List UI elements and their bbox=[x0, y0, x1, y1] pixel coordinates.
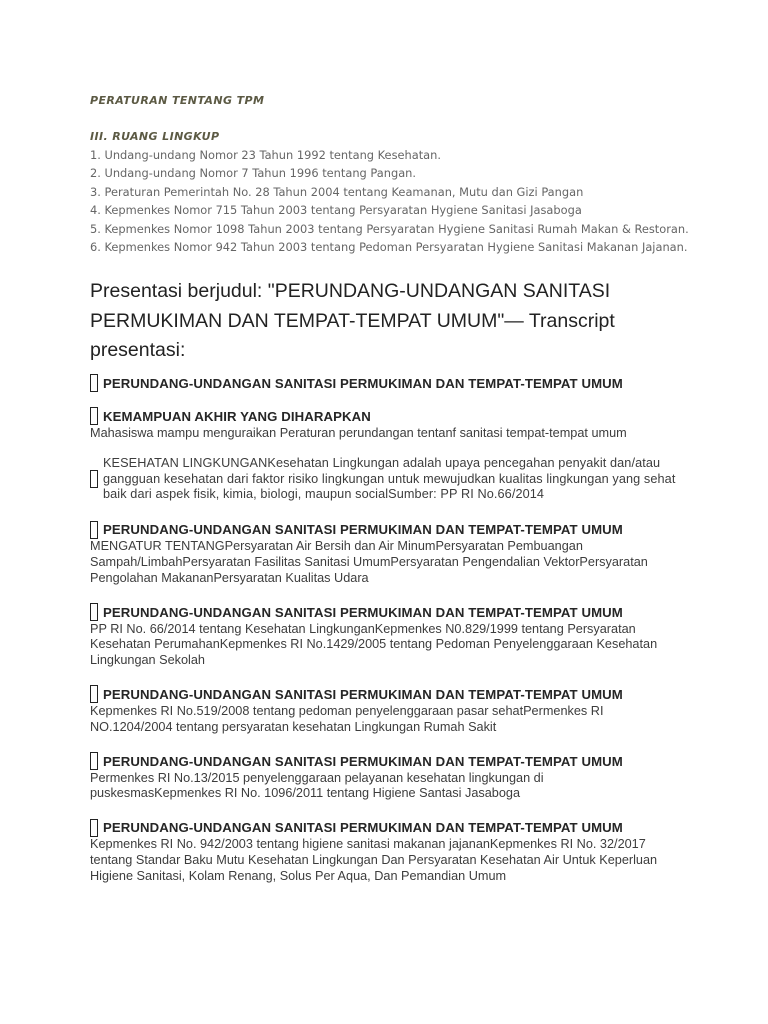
missing-glyph-icon bbox=[90, 407, 98, 425]
slide-title bbox=[90, 456, 678, 503]
list-item: 1. Undang-undang Nomor 23 Tahun 1992 tentang Kesehatan. bbox=[90, 148, 441, 162]
slide-body-inline: KESEHATAN LINGKUNGANKesehatan Lingkungan adalah upaya pencegahan penyakit dan/atau gangguan kesehatan dari faktor risiko lingkungan untuk mewujudkan kualitas lingkungan yang sehat baik dari aspek fisik, kimia, biologi, maupun socialSumber: PP RI No.66/2014 bbox=[103, 455, 676, 502]
missing-glyph-icon bbox=[90, 603, 98, 621]
slide-title bbox=[90, 685, 678, 704]
slide-body: PP RI No. 66/2014 tentang Kesehatan LingkunganKepmenkes N0.829/1999 tentang Persyaratan Kesehatan PerumahanKepmenkes RI No.1429/2005 tentang Pedoman Penyelenggaraan Kesehatan Lingkungan Sekolah bbox=[90, 621, 658, 668]
slide-title bbox=[90, 752, 678, 771]
slide-body: Permenkes RI No.13/2015 penyelenggaraan pelayanan kesehatan lingkungan di puskesmasKepmenkes RI No. 1096/2011 tentang Higiene Santasi Jasaboga bbox=[90, 770, 544, 801]
slide-block bbox=[90, 685, 678, 736]
missing-glyph-icon bbox=[90, 470, 98, 488]
slide-block bbox=[90, 752, 678, 803]
list-item: 4. Kepmenkes Nomor 715 Tahun 2003 tentang Persyaratan Hygiene Sanitasi Jasaboga bbox=[90, 203, 582, 218]
tpm-section-heading: III. RUANG LINGKUP bbox=[90, 130, 220, 143]
slide-body: Mahasiswa mampu menguraikan Peraturan perundangan tentanf sanitasi tempat-tempat umum bbox=[90, 425, 627, 440]
missing-glyph-icon bbox=[90, 819, 98, 837]
slide-title-text: PERUNDANG-UNDANGAN SANITASI PERMUKIMAN DAN TEMPAT-TEMPAT UMUM bbox=[103, 604, 623, 620]
slide-block bbox=[90, 520, 678, 586]
list-item: 3. Peraturan Pemerintah No. 28 Tahun 2004 tentang Keamanan, Mutu dan Gizi Pangan bbox=[90, 184, 584, 199]
missing-glyph-icon bbox=[90, 752, 98, 770]
slide-title bbox=[90, 374, 678, 393]
slide-title-text: PERUNDANG-UNDANGAN SANITASI PERMUKIMAN DAN TEMPAT-TEMPAT UMUM bbox=[103, 522, 623, 538]
presentation-heading: Presentasi berjudul: "PERUNDANG-UNDANGAN SANITASI PERMUKIMAN DAN TEMPAT-TEMPAT UMUM"— Transcript presentasi: bbox=[90, 280, 615, 362]
slide-title bbox=[90, 407, 678, 426]
slide-title-text: PERUNDANG-UNDANGAN SANITASI PERMUKIMAN DAN TEMPAT-TEMPAT UMUM bbox=[103, 375, 623, 391]
slide-title-text: KEMAMPUAN AKHIR YANG DIHARAPKAN bbox=[103, 408, 371, 424]
slide-title-text: PERUNDANG-UNDANGAN SANITASI PERMUKIMAN DAN TEMPAT-TEMPAT UMUM bbox=[103, 686, 623, 702]
regulation-list bbox=[90, 146, 689, 256]
list-item: 5. Kepmenkes Nomor 1098 Tahun 2003 tentang Persyaratan Hygiene Sanitasi Rumah Makan & Restoran. bbox=[90, 221, 689, 236]
slide-block bbox=[90, 818, 678, 884]
slide-block bbox=[90, 374, 678, 393]
slide-title-text: PERUNDANG-UNDANGAN SANITASI PERMUKIMAN DAN TEMPAT-TEMPAT UMUM bbox=[103, 753, 623, 769]
slide-body: Kepmenkes RI No. 942/2003 tentang higiene sanitasi makanan jajananKepmenkes RI No. 32/2017 tentang Standar Baku Mutu Kesehatan Lingkungan Dan Persyaratan Kesehatan Air Untuk Keperluan Higiene Sanitasi, Kolam Renang, Solus Per Aqua, Dan Pemandian Umum bbox=[90, 837, 658, 883]
slide-block bbox=[90, 407, 678, 442]
list-item: 6. Kepmenkes Nomor 942 Tahun 2003 tentang Pedoman Persyaratan Hygiene Sanitasi Makanan Jajanan. bbox=[90, 240, 688, 255]
slide-title bbox=[90, 818, 678, 837]
tpm-title: PERATURAN TENTANG TPM bbox=[90, 94, 265, 107]
missing-glyph-icon bbox=[90, 521, 98, 539]
slide-body: MENGATUR TENTANGPersyaratan Air Bersih dan Air MinumPersyaratan Pembuangan Sampah/LimbahPersyaratan Fasilitas Sanitasi UmumPersyaratan Pengendalian VektorPersyaratan Pengolahan MakananPersyaratan Kualitas Udara bbox=[90, 539, 648, 585]
slide-title-text: PERUNDANG-UNDANGAN SANITASI PERMUKIMAN DAN TEMPAT-TEMPAT UMUM bbox=[103, 820, 623, 836]
slide-block bbox=[90, 603, 678, 669]
slide-body: Kepmenkes RI No.519/2008 tentang pedoman penyelenggaraan pasar sehatPermenkes RI NO.1204/2004 tentang persyaratan kesehatan Lingkungan Rumah Sakit bbox=[90, 703, 604, 734]
list-item: 2. Undang-undang Nomor 7 Tahun 1996 tentang Pangan. bbox=[90, 166, 417, 181]
missing-glyph-icon bbox=[90, 374, 98, 392]
missing-glyph-icon bbox=[90, 685, 98, 703]
slide-title bbox=[90, 603, 678, 622]
slide-block bbox=[90, 456, 678, 503]
slide-title bbox=[90, 520, 678, 539]
